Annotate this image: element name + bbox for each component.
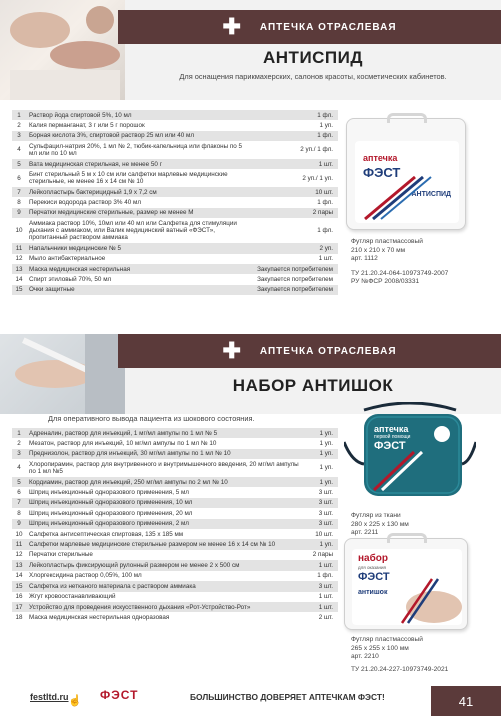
bag-subtitle: первой помощи [374, 434, 411, 440]
item-quantity: 1 фл. [254, 110, 338, 120]
antishok-bag-caption: Футляр из ткани 280 х 225 х 130 мм арт. 2211 [351, 512, 409, 537]
item-number: 3 [12, 131, 26, 141]
page-number: 41 [431, 686, 501, 716]
item-quantity: 3 шт. [310, 487, 338, 497]
item-quantity: 2 уп./ 1 фл. [254, 141, 338, 159]
table-row [12, 110, 338, 120]
table-row [12, 218, 338, 243]
item-number: 12 [12, 550, 26, 560]
item-name: Мезатон, раствор для инъекций, 10 мг/мл ампулы по 1 мл № 10 [26, 438, 310, 448]
item-number: 9 [12, 519, 26, 529]
antishok-box-caption: Футляр пластмассовый 265 х 255 х 100 мм арт. 2210 ТУ 21.20.24-227-10973749-2021 [351, 636, 449, 673]
item-name: Напальчники медицинские № 5 [26, 243, 254, 253]
item-name: Лейкопластырь фиксирующий рулонный размером не менее 2 х 500 см [26, 560, 310, 570]
case-stripes [355, 141, 459, 223]
injection-photo [0, 334, 125, 414]
item-name: Шприц инъекционный одноразового применения, 5 мл [26, 487, 310, 497]
bag-logo: ФЭСТ [374, 440, 406, 452]
antishok-bag-image [344, 402, 476, 502]
antishok-box-image [344, 538, 468, 630]
page-title: АНТИСПИД [263, 48, 363, 67]
item-quantity: 1 шт. [310, 592, 338, 602]
antishok-items-table [12, 428, 338, 623]
item-name: Раствор йода спиртовой 5%, 10 мл [26, 110, 254, 120]
item-number: 12 [12, 254, 26, 264]
table-row [12, 571, 338, 581]
table-row [12, 487, 338, 497]
item-name: Салфетка из нетканого материала с раствором аммиака [26, 581, 310, 591]
item-name: Шприц инъекционный одноразового применения, 10 мл [26, 498, 310, 508]
item-quantity: 1 уп. [254, 120, 338, 130]
table-row [12, 159, 338, 169]
item-quantity: Закупается потребителем [254, 285, 338, 295]
item-name: Мыло антибактериальное [26, 254, 254, 264]
item-quantity: 10 шт. [254, 187, 338, 197]
case-logo: ФЭСТ [363, 165, 401, 180]
table-row [12, 539, 338, 549]
section-subtitle: Для оперативного вывода пациента из шокового состояния. [48, 414, 255, 423]
item-quantity: 1 шт. [254, 254, 338, 264]
item-quantity: 1 фл. [254, 197, 338, 207]
item-name: Лейкопластырь бактерицидный 1,9 х 7,2 см [26, 187, 254, 197]
item-name: Шприц инъекционный одноразового применения, 2 мл [26, 519, 310, 529]
item-number: 18 [12, 612, 26, 622]
item-name: Хлоргексидина раствор 0,05%, 100 мл [26, 571, 310, 581]
item-name: Салфетки марлевые медицинские стерильные размером не менее 16 х 14 см № 10 [26, 539, 310, 549]
table-row [12, 187, 338, 197]
item-number: 2 [12, 120, 26, 130]
table-row [12, 602, 338, 612]
table-row [12, 550, 338, 560]
category-bar [118, 334, 501, 368]
item-quantity: Закупается потребителем [254, 264, 338, 274]
table-row [12, 592, 338, 602]
item-number: 5 [12, 477, 26, 487]
table-row [12, 131, 338, 141]
item-number: 6 [12, 169, 26, 187]
box-product-name: антишок [358, 589, 388, 596]
item-quantity: 3 шт. [310, 581, 338, 591]
item-number: 13 [12, 264, 26, 274]
item-quantity: 2 шт. [310, 612, 338, 622]
item-quantity: 1 шт. [254, 159, 338, 169]
antispid-case-image [346, 118, 466, 230]
item-number: 11 [12, 539, 26, 549]
item-name: Перчатки медицинские стерильные, размер не менее М [26, 208, 254, 218]
section-subtitle: Для оснащения парикмахерских, салонов красоты, косметических кабинетов. [179, 72, 447, 81]
item-number: 4 [12, 141, 26, 159]
table-row [12, 459, 338, 477]
site-link[interactable]: festltd.ru [30, 692, 69, 702]
item-number: 9 [12, 208, 26, 218]
box-subtitle: для оказания [358, 565, 386, 570]
item-number: 2 [12, 438, 26, 448]
item-quantity: 2 уп. [254, 243, 338, 253]
item-number: 13 [12, 560, 26, 570]
box-logo: ФЭСТ [358, 571, 390, 583]
item-number: 10 [12, 529, 26, 539]
manicure-photo [0, 0, 125, 100]
category-label: АПТЕЧКА ОТРАСЛЕВАЯ [259, 21, 397, 33]
item-quantity: 10 шт. [310, 529, 338, 539]
footer [0, 680, 501, 720]
footer-slogan: БОЛЬШИНСТВО ДОВЕРЯЕТ АПТЕЧКАМ ФЭСТ! [190, 692, 385, 702]
item-name: Сульфацил-натрия 20%, 1 мл № 2, тюбик-капельница или флаконы по 5 мл или по 10 мл [26, 141, 254, 159]
page-title: НАБОР АНТИШОК [232, 376, 394, 395]
item-name: Адреналин, раствор для инъекций, 1 мг/мл ампулы по 1 мл № 5 [26, 428, 310, 438]
box-brand-label: набор [358, 553, 388, 564]
item-name: Борная кислота 3%, спиртовой раствор 25 мл или 40 мл [26, 131, 254, 141]
item-number: 8 [12, 508, 26, 518]
category-bar [118, 10, 501, 44]
table-row [12, 449, 338, 459]
table-row [12, 519, 338, 529]
item-number: 17 [12, 602, 26, 612]
item-name: Хлоропирамин, раствор для внутривенного и внутримышечного введения, 20 мг/мл ампулы по 1 мл №5 [26, 459, 310, 477]
antispid-items-table [12, 110, 338, 295]
item-number: 6 [12, 487, 26, 497]
item-name: Перчатки стерильные [26, 550, 310, 560]
antispid-case-caption: Футляр пластмассовый 210 х 210 х 70 мм арт. 1112 ТУ 21.20.24-064-10973749-2007 РУ №ФСР 2008/03331 [351, 238, 449, 286]
item-number: 10 [12, 218, 26, 243]
item-name: Очки защитные [26, 285, 254, 295]
item-quantity: 3 шт. [310, 498, 338, 508]
item-number: 15 [12, 285, 26, 295]
item-name: Перекиси водорода раствор 3% 40 мл [26, 197, 254, 207]
category-label: АПТЕЧКА ОТРАСЛЕВАЯ [259, 345, 397, 357]
table-row [12, 529, 338, 539]
table-row [12, 428, 338, 438]
table-row [12, 560, 338, 570]
item-number: 4 [12, 459, 26, 477]
item-quantity: 1 уп. [310, 477, 338, 487]
table-row [12, 169, 338, 187]
item-name: Маска медицинская нестерильная [26, 264, 254, 274]
item-quantity: 1 уп. [310, 428, 338, 438]
table-row [12, 264, 338, 274]
item-name: Устройство для проведения искусственного дыхания «Рот-Устройство-Рот» [26, 602, 310, 612]
table-row [12, 477, 338, 487]
item-number: 15 [12, 581, 26, 591]
item-name: Аммиака раствор 10%, 10мл или 40 мл или Салфетка для стимуляции дыхания с аммиаком, или Валик медицинский ватный «ФЭСТ», пропитанный раствором аммиака [26, 218, 254, 243]
item-number: 16 [12, 592, 26, 602]
table-row [12, 274, 338, 284]
table-row [12, 197, 338, 207]
item-quantity: 2 уп./ 1 уп. [254, 169, 338, 187]
item-name: Бинт стерильный 5 м х 10 см или салфетки марлевые медицинские стерильные, не менее 16 х 14 см № 10 [26, 169, 254, 187]
case-product-name: АНТИСПИД [411, 191, 451, 198]
cursor-icon: ☝ [68, 695, 82, 707]
case-brand-label: аптечка [363, 153, 398, 163]
item-quantity: 1 уп. [310, 459, 338, 477]
item-number: 8 [12, 197, 26, 207]
item-name: Жгут кровоостанавливающий [26, 592, 310, 602]
item-name: Вата медицинская стерильная, не менее 50 г [26, 159, 254, 169]
item-name: Спирт этиловый 70%, 50 мл [26, 274, 254, 284]
table-row [12, 254, 338, 264]
item-number: 1 [12, 110, 26, 120]
plus-icon: ✚ [222, 14, 242, 39]
item-name: Кордиамин, раствор для инъекций, 250 мг/мл ампулы по 2 мл № 10 [26, 477, 310, 487]
item-quantity: Закупается потребителем [254, 274, 338, 284]
item-quantity: 1 фл. [310, 571, 338, 581]
item-number: 14 [12, 571, 26, 581]
item-quantity: 1 уп. [310, 539, 338, 549]
item-number: 1 [12, 428, 26, 438]
item-quantity: 2 пары [310, 550, 338, 560]
item-name: Маска медицинская нестерильная одноразовая [26, 612, 310, 622]
bag-brand-label: аптечка [374, 424, 409, 434]
table-row [12, 581, 338, 591]
item-number: 7 [12, 498, 26, 508]
item-quantity: 1 фл. [254, 131, 338, 141]
item-quantity: 1 фл. [254, 218, 338, 243]
item-quantity: 1 уп. [310, 449, 338, 459]
brand-logo: ФЭСТ [100, 688, 139, 702]
table-row [12, 508, 338, 518]
item-number: 7 [12, 187, 26, 197]
table-row [12, 208, 338, 218]
table-row [12, 243, 338, 253]
item-quantity: 1 шт. [310, 602, 338, 612]
item-quantity: 1 шт. [310, 560, 338, 570]
plus-icon: ✚ [222, 338, 242, 363]
table-row [12, 438, 338, 448]
item-number: 14 [12, 274, 26, 284]
table-row [12, 141, 338, 159]
item-quantity: 1 уп. [310, 438, 338, 448]
item-name: Калия перманганат, 3 г или 5 г порошок [26, 120, 254, 130]
item-name: Салфетка антисептическая спиртовая, 135 х 185 мм [26, 529, 310, 539]
item-quantity: 2 пары [254, 208, 338, 218]
item-name: Шприц инъекционный одноразового применения, 20 мл [26, 508, 310, 518]
antispid-banner [0, 0, 501, 100]
item-number: 3 [12, 449, 26, 459]
item-quantity: 3 шт. [310, 508, 338, 518]
item-quantity: 3 шт. [310, 519, 338, 529]
table-row [12, 612, 338, 622]
item-number: 5 [12, 159, 26, 169]
item-number: 11 [12, 243, 26, 253]
item-name: Преднизолон, раствор для инъекций, 30 мг/мл ампулы по 1 мл № 10 [26, 449, 310, 459]
table-row [12, 498, 338, 508]
table-row [12, 285, 338, 295]
table-row [12, 120, 338, 130]
